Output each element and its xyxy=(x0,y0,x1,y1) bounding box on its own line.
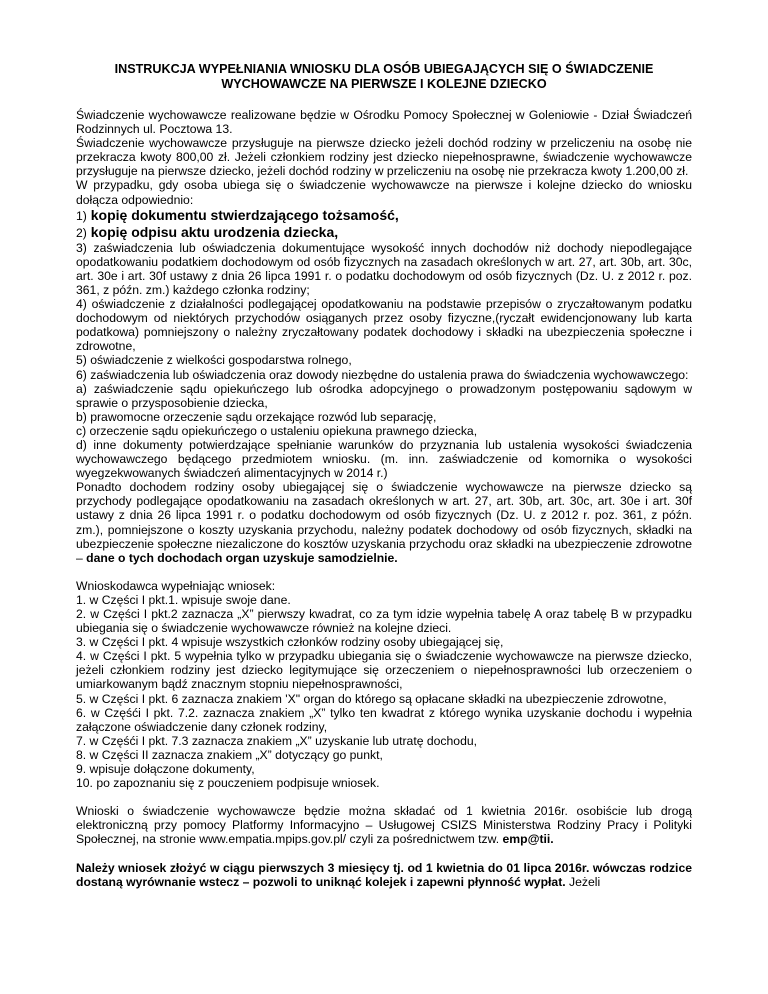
list-item: a) zaświadczenie sądu opiekuńczego lub ośrodka adopcyjnego o prowadzonym postępowaniu sądowym w sprawie o przysposobienie dziecka, xyxy=(76,381,692,410)
list-item: 4) oświadczenie z działalności podlegającej opodatkowaniu na podstawie przepisów o zryczałtowanym podatku dochodowym od niektórych przychodów osiąganych przez osoby fizyczne,(ryczałt ewidencjonowany lub karta podatkowa) pomniejszony o należny zryczałtowany podatek dochodowy i składki na ubezpieczenia społeczne i zdrowotne, xyxy=(76,297,692,354)
income-note: Ponadto dochodem rodziny osoby ubiegającej się o świadczenie wychowawcze na pierwsze dziecko są przychody podlegające opodatkowaniu na zasadach określonych w art. 27, art. 30b, art. 30c, art. 30e i art. 30f ustawy z dnia 26 lipca 1991 r. o podatku dochodowym od osób fizycznych (Dz. U. z 2012 r. poz. 361, z późn. zm.), pomniejszone o koszty uzyskania przychodu, należny podatek dochodowy od osób fizycznych, składki na ubezpieczenie społeczne niezaliczone do kosztów uzyskania przychodu oraz składki na ubezpieczenie zdrowotne – dane o tych dochodach organ uzyskuje samodzielnie. xyxy=(76,480,692,565)
list-item: 5) oświadczenie z wielkości gospodarstwa rolnego, xyxy=(76,353,352,368)
required-item: 1) kopię dokumentu stwierdzającego tożsamość, xyxy=(76,206,399,223)
step-item: 8. w Części II zaznacza znakiem „X” dotyczący go punkt, xyxy=(76,747,383,762)
step-item: 9. wpisuje dołączone dokumenty, xyxy=(76,762,255,777)
required-item: 2) kopię odpisu aktu urodzenia dziecka, xyxy=(76,223,339,240)
submission-info: Wnioski o świadczenie wychowawcze będzie można składać od 1 kwietnia 2016r. osobiście lub drogą elektroniczną przy pomocy Platformy Informacyjno – Usługowej CSIZS Ministerstwa Rodziny Pracy i Polityki Społecznej, na stronie www.empatia.mpips.gov.pl/ czyli za pośrednictwem tzw. emp@tii. xyxy=(76,804,692,847)
intro-paragraph: Świadczenie wychowawcze realizowane będzie w Ośrodku Pomocy Społecznej w Goleniowie - Dział Świadczeń Rodzinnych ul. Pocztowa 13. xyxy=(76,108,692,137)
step-item: 10. po zapoznaniu się z pouczeniem podpisuje wniosek. xyxy=(76,776,380,791)
step-item: 3. w Części I pkt. 4 wpisuje wszystkich członków rodziny osoby ubiegającej się, xyxy=(76,635,504,650)
step-item: 1. w Części I pkt.1. wpisuje swoje dane. xyxy=(76,592,291,607)
title-line-1: INSTRUKCJA WYPEŁNIANIA WNIOSKU DLA OSÓB UBIEGAJĄCYCH SIĘ O ŚWIADCZENIE xyxy=(114,62,654,76)
step-item: 7. w Częśći I pkt. 7.3 zaznacza znakiem „X” uzyskanie lub utratę dochodu, xyxy=(76,733,478,748)
list-item: b) prawomocne orzeczenie sądu orzekające rozwód lub separację, xyxy=(76,409,437,424)
deadline-info: Należy wniosek złożyć w ciągu pierwszych 3 miesięcy tj. od 1 kwietnia do 01 lipca 2016r. wówczas rodzice dostaną wyrównanie wstecz – pozwoli to uniknąć kolejek i zapewni płynność wypłat. Jeżeli xyxy=(76,860,692,889)
step-item: 5. w Części I pkt. 6 zaznacza znakiem 'X" organ do którego są opłacane składki na ubezpieczenie zdrowotne, xyxy=(76,691,667,706)
step-item: 4. w Części I pkt. 5 wypełnia tylko w przypadku ubiegania się o świadczenie wychowawcze na pierwsze dziecko, jeżeli członkiem rodziny jest dziecko legitymujące się orzeczeniem o niepełnosprawności lub orzeczeniem o umiarkowanym bądź znacznym stopniu niepełnosprawności, xyxy=(76,649,692,692)
document-title xyxy=(76,62,692,92)
title-line-2: WYCHOWAWCZE NA PIERWSZE I KOLEJNE DZIECKO xyxy=(221,77,547,91)
list-item: 3) zaświadczenia lub oświadczenia dokumentujące wysokość innych dochodów niż dochody niepodlegające opodatkowaniu podatkiem dochodowym od osób fizycznych na zasadach określonych w art. 27, art. 30b, art. 30c, art. 30e i art. 30f ustawy z dnia 26 lipca 1991 r. o podatku dochodowym od osób fizycznych (Dz. U. z 2012 r. poz. 361, z późn. zm.) każdego członka rodziny; xyxy=(76,240,692,297)
step-item: 6. w Częśći I pkt. 7.2. zaznacza znakiem „X” tylko ten kwadrat z którego wynika uzyskanie dochodu i wypełnia załączone oświadczenie dany członek rodziny, xyxy=(76,705,692,734)
list-item: 6) zaświadczenia lub oświadczenia oraz dowody niezbędne do ustalenia prawa do świadczenia wychowawczego: xyxy=(76,367,689,382)
intro-paragraph: W przypadku, gdy osoba ubiega się o świadczenie wychowawcze na pierwsze i kolejne dziecko do wniosku dołącza odpowiednio: xyxy=(76,178,692,207)
list-item: d) inne dokumenty potwierdzające spełnianie warunków do przyznania lub ustalenia wysokości świadczenia wychowawczego będącego przedmiotem wniosku. (m. inn. zaświadczenie od komornika o wysokości wyegzekwowanych świadczeń alimentacyjnych w 2014 r.) xyxy=(76,437,692,481)
intro-paragraph: Świadczenie wychowawcze przysługuje na pierwsze dziecko jeżeli dochód rodziny w przeliczeniu na osobę nie przekracza kwoty 800,00 zł. Jeżeli członkiem rodziny jest dziecko niepełnosprawne, świadczenie wychowawcze przysługuje na pierwsze dziecko, jeżeli dochód rodziny w przeliczeniu na osobę nie przekracza kwoty 1.200,00 zł. xyxy=(76,136,692,179)
steps-intro: Wnioskodawca wypełniając wniosek: xyxy=(76,578,276,593)
step-item: 2. w Części I pkt.2 zaznacza „X” pierwszy kwadrat, co za tym idzie wypełnia tabelę A oraz tabelę B w przypadku ubiegania się o świadczenie wychowawcze również na kolejne dzieci. xyxy=(76,607,692,636)
list-item: c) orzeczenie sądu opiekuńczego o ustaleniu opiekuna prawnego dziecka, xyxy=(76,423,478,438)
